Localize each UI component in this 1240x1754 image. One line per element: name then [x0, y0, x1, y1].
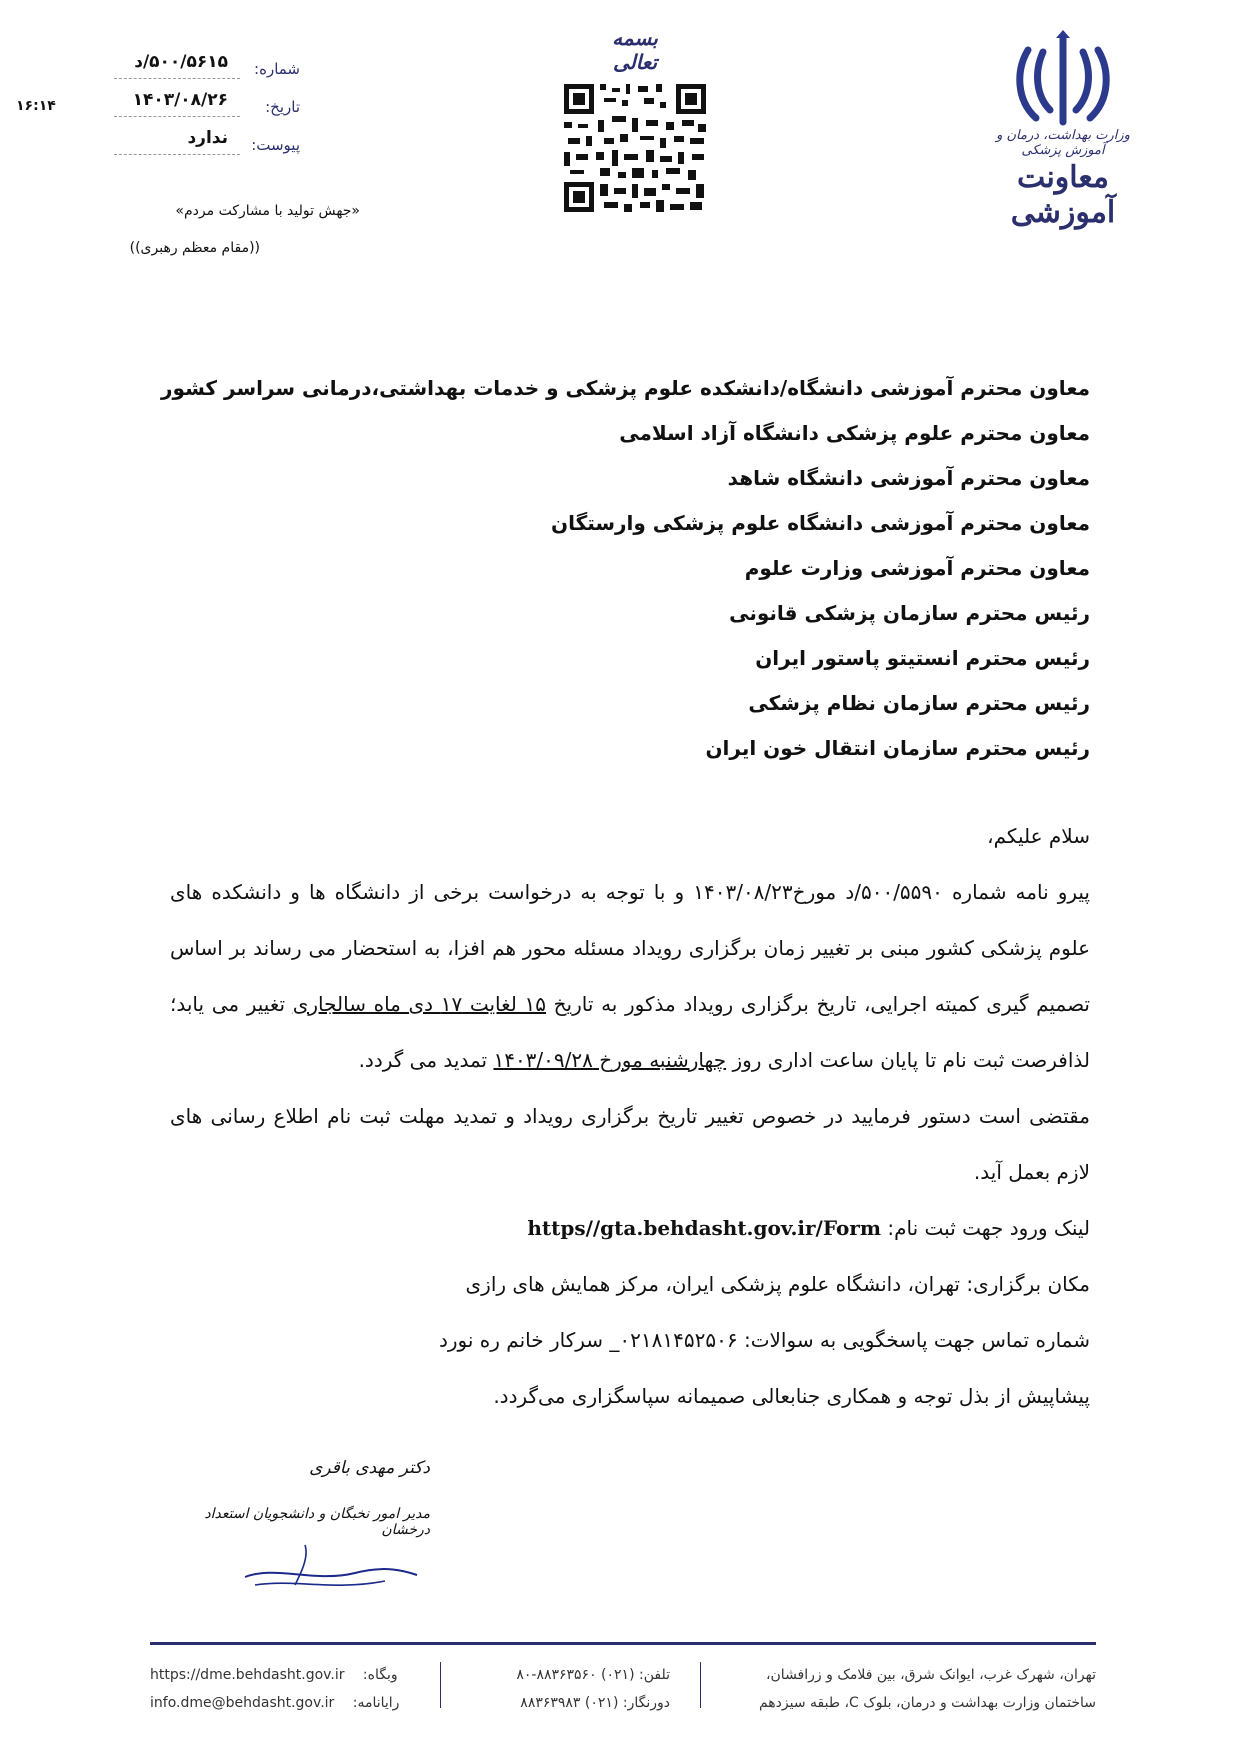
fax-row — [470, 1695, 670, 1711]
recipient-line: معاون محترم آموزشی دانشگاه علوم پزشکی وارستگان — [551, 511, 1090, 535]
attachment-value: ندارد — [187, 128, 228, 148]
date-label: تاریخ: — [265, 98, 300, 116]
main-paragraph — [170, 864, 1090, 1088]
website-row — [150, 1667, 398, 1683]
signature-scribble-icon — [235, 1535, 425, 1595]
recipient-line: معاون محترم علوم پزشکی دانشگاه آزاد اسلامی — [619, 421, 1090, 445]
closing-line: پیشاپیش از بذل توجه و همکاری جنابعالی صمیمانه سپاسگزاری می‌گردد. — [493, 1384, 1090, 1408]
qr-code-icon — [560, 80, 710, 216]
emblem-icon — [1008, 30, 1118, 130]
recipient-line: رئیس محترم سازمان پزشکی قانونی — [729, 601, 1090, 625]
recipients-list — [161, 366, 1090, 771]
paragraph-text: تغییر می یابد؛ لذافرصت ثبت نام تا پایان ساعت اداری روز — [170, 992, 1090, 1072]
fax-value: (۰۲۱) ۸۸۳۶۳۹۸۳ — [520, 1695, 619, 1711]
paragraph-text: پیرو نامه شماره ۵۰۰/۵۵۹۰/د مورخ۱۴۰۳/۰۸/۲۳ و با توجه به درخواست برخی از دانشگاه ها و دانشکده های علوم پزشکی کشور مبنی بر تغییر زمان برگزاری رویداد مسئله محور هم افزا، به استحضار می رساند بر اساس تصمیم گیری کمیته اجرایی، تاریخ برگزاری رویداد مذکور به تاریخ — [170, 880, 1090, 1016]
signer-title: مدیر امور نخبگان و دانشجویان استعداد درخشان — [204, 1506, 430, 1538]
footer-rule — [150, 1642, 1096, 1645]
paragraph-text: تمدید می گردد. — [358, 1048, 494, 1072]
registration-link[interactable]: https//gta.behdasht.gov.ir/Form — [527, 1216, 882, 1240]
number-label: شماره: — [254, 60, 300, 78]
signer-name: دکتر مهدی باقری — [309, 1458, 430, 1478]
slogan: «جهش تولید با مشارکت مردم» — [175, 203, 360, 219]
number-value: ۵۰۰/۵۶۱۵/د — [134, 52, 228, 72]
phone-label: تلفن: — [639, 1667, 670, 1683]
address-line-1: تهران، شهرک غرب، ایوانک شرق، بین فلامک و زرافشان، — [766, 1667, 1096, 1683]
ministry-logo — [988, 30, 1138, 230]
request-paragraph: مقتضی است دستور فرمایید در خصوص تغییر تاریخ برگزاری رویداد و تمدید مهلت ثبت نام اطلاع رسانی های لازم بعمل آید. — [170, 1104, 1090, 1184]
date-underline — [114, 116, 240, 117]
recipient-line: رئیس محترم انستیتو پاستور ایران — [755, 646, 1090, 670]
attachment-underline — [114, 154, 240, 155]
address-line-2: ساختمان وزارت بهداشت و درمان، بلوک C، طبقه سیزدهم — [758, 1695, 1096, 1711]
registration-link-line — [170, 1200, 1090, 1256]
print-time: ۱۶:۱۴ — [16, 98, 56, 114]
website-value[interactable]: https://dme.behdasht.gov.ir — [150, 1667, 345, 1683]
new-event-date: ۱۵ لغایت ۱۷ دی ماه سالجاری — [292, 992, 547, 1016]
registration-deadline: چهارشنبه مورخ ۱۴۰۳/۰۹/۲۸ — [493, 1048, 727, 1072]
email-label: رایانامه: — [352, 1695, 400, 1711]
date-value: ۱۴۰۳/۰۸/۲۶ — [132, 90, 228, 110]
recipient-line: رئیس محترم سازمان انتقال خون ایران — [705, 736, 1090, 760]
website-label: وبگاه: — [362, 1667, 398, 1683]
phone-row — [470, 1667, 670, 1683]
letter-body — [170, 808, 1090, 1424]
footer-divider — [440, 1662, 441, 1708]
greeting: سلام علیکم، — [987, 824, 1090, 848]
department-name: معاونت آموزشی — [1010, 160, 1116, 230]
contact-line: شماره تماس جهت پاسخگویی به سوالات: ۰۲۱۸۱۴۵۲۵۰۶_ سرکار خانم ره نورد — [438, 1328, 1090, 1352]
recipient-line: معاون محترم آموزشی دانشگاه شاهد — [727, 466, 1090, 490]
link-label: لینک ورود جهت ثبت نام: — [887, 1216, 1090, 1240]
venue-line: مکان برگزاری: تهران، دانشگاه علوم پزشکی ایران، مرکز همایش های رازی — [465, 1272, 1090, 1296]
fax-label: دورنگار: — [622, 1695, 670, 1711]
recipient-line: رئیس محترم سازمان نظام پزشکی — [748, 691, 1090, 715]
slogan-source: ((مقام معظم رهبری)) — [129, 240, 260, 256]
bismillah-heading: بسمه تعالی — [612, 26, 658, 74]
recipient-line: معاون محترم آموزشی دانشگاه/دانشکده علوم پزشکی و خدمات بهداشتی،درمانی سراسر کشور — [161, 376, 1090, 400]
footer-divider — [700, 1662, 701, 1708]
recipient-line: معاون محترم آموزشی وزارت علوم — [744, 556, 1090, 580]
email-value[interactable]: info.dme@behdasht.gov.ir — [150, 1695, 335, 1711]
attachment-label: پیوست: — [251, 136, 300, 154]
number-underline — [114, 78, 240, 79]
phone-value: (۰۲۱) ۸۸۳۶۳۵۶۰-۸۰ — [516, 1667, 635, 1683]
ministry-name: وزارت بهداشت، درمان و آموزش پزشکی — [996, 128, 1130, 158]
email-row — [150, 1695, 399, 1711]
